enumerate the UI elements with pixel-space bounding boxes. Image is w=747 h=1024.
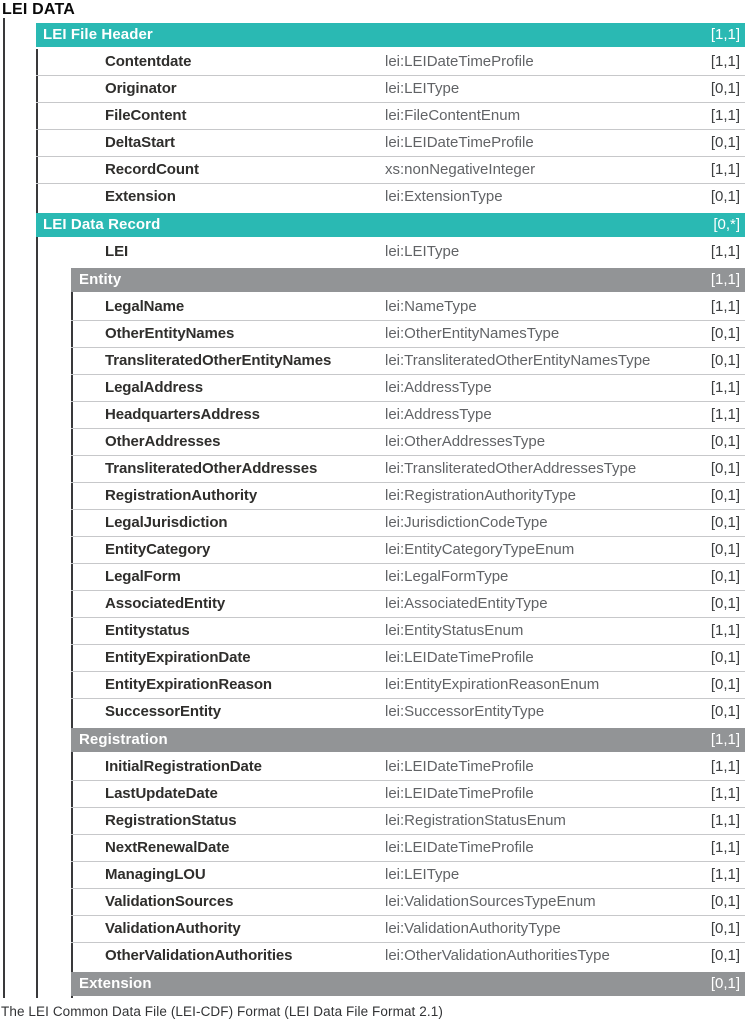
field-name: ValidationAuthority	[105, 920, 241, 937]
field-name: OtherEntityNames	[105, 325, 235, 342]
field-name: TransliteratedOtherAddresses	[105, 460, 318, 477]
field-row-entitystatus	[71, 618, 745, 645]
field-name: SuccessorEntity	[105, 703, 222, 720]
field-rows-group	[0, 294, 747, 726]
section-header-extension	[71, 972, 745, 996]
field-type: lei:ExtensionType	[385, 188, 503, 205]
field-row-validationsources	[71, 889, 745, 916]
field-type: lei:LEIDateTimeProfile	[385, 785, 534, 802]
section-cardinality: [0,*]	[713, 216, 740, 233]
field-row-headquartersaddress	[71, 402, 745, 429]
field-row-registrationauthority	[71, 483, 745, 510]
field-row-legalname	[71, 294, 745, 321]
field-name: RegistrationAuthority	[105, 487, 258, 504]
field-cardinality: [0,1]	[710, 920, 740, 937]
field-row-entitycategory	[71, 537, 745, 564]
field-type: lei:NameType	[385, 298, 477, 315]
field-row-validationauthority	[71, 916, 745, 943]
field-row-registrationstatus	[71, 808, 745, 835]
field-type: lei:FileContentEnum	[385, 107, 521, 124]
section-header-entity	[71, 268, 745, 292]
field-name: InitialRegistrationDate	[105, 758, 262, 775]
field-cardinality: [0,1]	[710, 893, 740, 910]
field-cardinality: [0,1]	[710, 460, 740, 477]
field-name: HeadquartersAddress	[105, 406, 260, 423]
field-type: lei:AssociatedEntityType	[385, 595, 548, 612]
field-type: lei:OtherValidationAuthoritiesType	[385, 947, 610, 964]
section-label: Entity	[79, 271, 122, 288]
field-row-nextrenewaldate	[71, 835, 745, 862]
field-type: lei:AddressType	[385, 406, 492, 423]
field-cardinality: [0,1]	[710, 568, 740, 585]
field-name: Extension	[105, 188, 176, 205]
section-header-registration	[71, 728, 745, 752]
field-cardinality: [1,1]	[710, 839, 740, 856]
section-header-lei-file-header	[36, 23, 745, 47]
field-row-legaljurisdiction	[71, 510, 745, 537]
field-row-entityexpirationdate	[71, 645, 745, 672]
field-row-legaladdress	[71, 375, 745, 402]
section-label: LEI Data Record	[43, 216, 161, 233]
field-type: lei:ValidationAuthorityType	[385, 920, 561, 937]
field-name: AssociatedEntity	[105, 595, 226, 612]
field-type: lei:LegalFormType	[385, 568, 509, 585]
field-cardinality: [0,1]	[710, 676, 740, 693]
field-cardinality: [0,1]	[710, 947, 740, 964]
field-cardinality: [1,1]	[710, 298, 740, 315]
field-cardinality: [0,1]	[710, 703, 740, 720]
section-label: Extension	[79, 975, 152, 992]
field-row-deltastart	[36, 130, 745, 157]
field-type: lei:OtherAddressesType	[385, 433, 546, 450]
field-row-transliteratedotheraddresses	[71, 456, 745, 483]
field-type: lei:LEIDateTimeProfile	[385, 839, 534, 856]
field-row-othervalidationauthorities	[71, 943, 745, 970]
field-row-transliteratedotherentitynames	[71, 348, 745, 375]
field-row-filecontent	[36, 103, 745, 130]
field-type: lei:RegistrationStatusEnum	[385, 812, 566, 829]
field-cardinality: [0,1]	[710, 649, 740, 666]
field-name: Contentdate	[105, 53, 192, 70]
field-cardinality: [1,1]	[710, 406, 740, 423]
field-row-associatedentity	[71, 591, 745, 618]
field-cardinality: [1,1]	[710, 866, 740, 883]
field-name: Entitystatus	[105, 622, 190, 639]
field-name: LegalName	[105, 298, 185, 315]
field-cardinality: [1,1]	[710, 243, 740, 260]
field-cardinality: [1,1]	[710, 622, 740, 639]
field-rows-group	[0, 239, 747, 266]
field-type: lei:LEIType	[385, 80, 460, 97]
field-type: lei:ValidationSourcesTypeEnum	[385, 893, 596, 910]
field-row-lastupdatedate	[71, 781, 745, 808]
field-name: RecordCount	[105, 161, 199, 178]
page-title: LEI DATA	[2, 1, 75, 18]
field-type: lei:EntityStatusEnum	[385, 622, 524, 639]
section-cardinality: [1,1]	[710, 26, 740, 43]
field-cardinality: [1,1]	[710, 812, 740, 829]
field-type: xs:nonNegativeInteger	[385, 161, 536, 178]
field-row-successorentity	[71, 699, 745, 726]
section-label: Registration	[79, 731, 168, 748]
field-cardinality: [1,1]	[710, 785, 740, 802]
field-type: lei:TransliteratedOtherAddressesType	[385, 460, 637, 477]
field-name: LegalAddress	[105, 379, 203, 396]
field-row-legalform	[71, 564, 745, 591]
field-type: lei:JurisdictionCodeType	[385, 514, 548, 531]
field-row-contentdate	[36, 49, 745, 76]
figure-caption: The LEI Common Data File (LEI-CDF) Format (LEI Data File Format 2.1)	[1, 1004, 443, 1019]
field-name: ValidationSources	[105, 893, 234, 910]
field-cardinality: [1,1]	[710, 379, 740, 396]
field-type: lei:LEIDateTimeProfile	[385, 53, 534, 70]
field-name: DeltaStart	[105, 134, 175, 151]
field-cardinality: [0,1]	[710, 487, 740, 504]
field-cardinality: [1,1]	[710, 758, 740, 775]
field-type: lei:EntityExpirationReasonEnum	[385, 676, 600, 693]
field-cardinality: [1,1]	[710, 161, 740, 178]
field-name: OtherAddresses	[105, 433, 221, 450]
section-header-lei-data-record	[36, 213, 745, 237]
field-type: lei:SuccessorEntityType	[385, 703, 545, 720]
field-row-extension	[36, 184, 745, 211]
field-row-otherentitynames	[71, 321, 745, 348]
field-type: lei:LEIDateTimeProfile	[385, 649, 534, 666]
field-row-initialregistrationdate	[71, 754, 745, 781]
field-row-lei	[36, 239, 745, 266]
field-name: LegalJurisdiction	[105, 514, 228, 531]
field-cardinality: [0,1]	[710, 80, 740, 97]
field-rows-group	[0, 754, 747, 970]
field-type: lei:LEIDateTimeProfile	[385, 758, 534, 775]
field-name: EntityExpirationReason	[105, 676, 272, 693]
field-name: RegistrationStatus	[105, 812, 237, 829]
field-cardinality: [0,1]	[710, 134, 740, 151]
field-name: LegalForm	[105, 568, 181, 585]
field-name: TransliteratedOtherEntityNames	[105, 352, 332, 369]
field-type: lei:TransliteratedOtherEntityNamesType	[385, 352, 651, 369]
schema-tree	[0, 23, 747, 996]
field-row-originator	[36, 76, 745, 103]
field-name: EntityExpirationDate	[105, 649, 251, 666]
field-name: EntityCategory	[105, 541, 211, 558]
field-type: lei:RegistrationAuthorityType	[385, 487, 576, 504]
field-row-entityexpirationreason	[71, 672, 745, 699]
field-cardinality: [0,1]	[710, 541, 740, 558]
field-type: lei:EntityCategoryTypeEnum	[385, 541, 575, 558]
field-rows-group	[0, 49, 747, 211]
field-type: lei:AddressType	[385, 379, 492, 396]
field-type: lei:LEIType	[385, 243, 460, 260]
field-cardinality: [0,1]	[710, 433, 740, 450]
field-type: lei:OtherEntityNamesType	[385, 325, 560, 342]
field-row-otheraddresses	[71, 429, 745, 456]
field-cardinality: [0,1]	[710, 514, 740, 531]
field-cardinality: [0,1]	[710, 188, 740, 205]
section-cardinality: [0,1]	[710, 975, 740, 992]
root-guide-line	[3, 18, 5, 998]
field-type: lei:LEIDateTimeProfile	[385, 134, 534, 151]
field-cardinality: [0,1]	[710, 595, 740, 612]
field-name: Originator	[105, 80, 177, 97]
field-name: OtherValidationAuthorities	[105, 947, 293, 964]
field-name: NextRenewalDate	[105, 839, 230, 856]
field-cardinality: [1,1]	[710, 107, 740, 124]
field-type: lei:LEIType	[385, 866, 460, 883]
section-cardinality: [1,1]	[710, 271, 740, 288]
field-name: LEI	[105, 243, 129, 260]
field-row-managinglou	[71, 862, 745, 889]
section-cardinality: [1,1]	[710, 731, 740, 748]
field-cardinality: [1,1]	[710, 53, 740, 70]
field-name: LastUpdateDate	[105, 785, 218, 802]
field-cardinality: [0,1]	[710, 325, 740, 342]
field-name: FileContent	[105, 107, 187, 124]
field-cardinality: [0,1]	[710, 352, 740, 369]
field-row-recordcount	[36, 157, 745, 184]
section-label: LEI File Header	[43, 26, 153, 43]
field-name: ManagingLOU	[105, 866, 206, 883]
